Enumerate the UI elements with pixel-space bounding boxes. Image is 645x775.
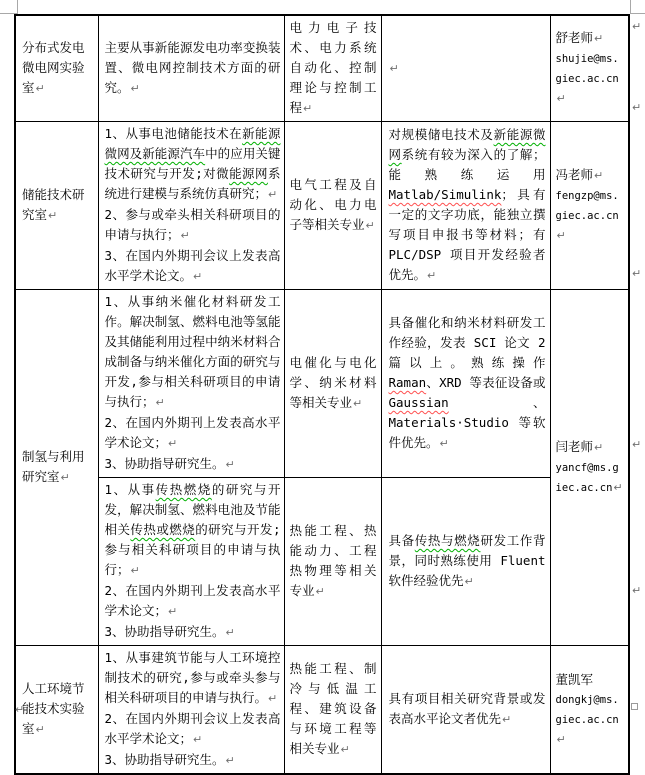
text-segment: 人工环境节能技术实验室 [22, 681, 85, 736]
duties-cell[interactable] [98, 122, 284, 290]
contact-name [556, 165, 625, 186]
contact-cell[interactable] [550, 290, 629, 646]
pilcrow-icon: ↵ [193, 270, 203, 283]
duty-paragraph [105, 454, 281, 475]
pilcrow-icon: ↵ [193, 733, 203, 746]
pilcrow-icon: ↵ [268, 188, 278, 201]
text-segment: 传热或燃烧 [130, 522, 196, 537]
text-segment: dongkj@ms.giec.ac.cn [555, 693, 619, 726]
text-segment: Gaussian [388, 395, 449, 410]
text-segment: ；具有一定的文字功底，能独立撰写项目申报书等材料；有 PLC/DSP 项目开发经验者优先。 [388, 187, 546, 282]
text-segment: shujie@ms.giec.ac.cn [555, 53, 619, 85]
text-segment: 系统进行建模与系统仿真研究； [104, 166, 281, 201]
major-cell[interactable] [284, 290, 381, 478]
requirement-paragraph [389, 313, 546, 454]
pilcrow-icon: ↵ [168, 437, 178, 450]
text-segment: 、Materials·Studio 等软件优先。 [388, 395, 546, 450]
text-segment: 1、从事 [104, 482, 156, 497]
row-end-mark-icon: ↵ [632, 438, 642, 451]
table-row [15, 122, 629, 290]
text-segment: 主要从事新能源发电功率变换装置、微电网控制技术方面的研究。 [104, 40, 281, 95]
text-segment: 1、从事建筑节能与人工环境控制技术的研究,参与或牵头参与相关科研项目的申请与执行。 [104, 650, 281, 705]
text-segment: 分布式发电微电网实验室 [22, 40, 85, 95]
pilcrow-icon: ↵ [556, 229, 566, 242]
requirement-paragraph [389, 125, 546, 286]
text-segment: Raman [388, 375, 427, 390]
other-requirements-cell[interactable] [381, 646, 550, 775]
contact-email [556, 690, 625, 750]
pilcrow-icon: ↵ [464, 575, 474, 588]
row-end-mark-icon: ↵ [632, 584, 642, 597]
text-segment: 传热燃烧 [155, 482, 212, 497]
text-segment: 3、在国内外期刊会议上发表高水平学术论文。 [104, 248, 281, 283]
duties-cell[interactable] [98, 15, 284, 122]
lab-name-cell[interactable] [15, 290, 98, 646]
major-text [290, 353, 377, 414]
duties-cell[interactable] [98, 646, 284, 775]
lab-name [22, 185, 93, 226]
text-segment: 3、协助指导研究生。 [104, 624, 225, 639]
requirement-paragraph [389, 531, 546, 592]
pilcrow-icon: ↵ [303, 102, 313, 115]
row-end-mark-icon: ↵ [632, 101, 642, 114]
pilcrow-icon: ↵ [594, 441, 604, 454]
major-text [290, 18, 377, 119]
pilcrow-icon: ↵ [365, 219, 375, 232]
text-segment: 具备催化和纳米材料研发工作经验，发表 SCI 论文 2 篇以上。熟练操作 [388, 315, 546, 370]
duty-paragraph [105, 246, 281, 287]
text-segment: 制氢与利用研究室 [22, 449, 85, 484]
text-segment: 电力电子技术、电力系统自动化、控制理论与控制工程 [289, 20, 377, 115]
document-table [14, 14, 630, 775]
pilcrow-icon: ↵ [225, 626, 235, 639]
pilcrow-icon: ↵ [60, 471, 70, 484]
text-segment: fengzp@ms.giec.ac.cn [555, 190, 619, 222]
crop-mark-top-right-vertical [630, 0, 631, 14]
pilcrow-icon: ↵ [594, 32, 604, 45]
pilcrow-icon: ↵ [340, 743, 350, 756]
table-row [15, 15, 629, 122]
major-text [290, 175, 377, 236]
text-segment: 的研究与开发，解决制氢、燃料电池及节能相关 [104, 482, 281, 537]
crop-mark-top-left-vertical [17, 0, 18, 14]
table-row [15, 290, 629, 478]
contact-cell[interactable] [550, 15, 629, 122]
empty-paragraph [389, 58, 546, 79]
pilcrow-icon: ↵ [439, 437, 449, 450]
pilcrow-icon: ↵ [556, 92, 566, 105]
text-segment: 中的应用关键技术研究与开发;对微 [104, 146, 281, 181]
lab-name [22, 38, 93, 99]
duty-paragraph [105, 38, 281, 99]
major-cell[interactable] [284, 478, 381, 646]
duty-paragraph [105, 581, 281, 622]
other-requirements-cell[interactable] [381, 478, 550, 646]
table-resize-handle[interactable] [631, 703, 638, 710]
text-segment: 3、协助指导研究生。 [104, 456, 225, 471]
pilcrow-icon: ↵ [427, 269, 437, 282]
table-row [15, 478, 629, 646]
pilcrow-icon: ↵ [556, 732, 566, 746]
contact-email [556, 49, 625, 109]
duty-paragraph [105, 480, 281, 581]
text-segment: 具备 [388, 533, 415, 548]
pilcrow-icon: ↵ [315, 585, 325, 598]
pilcrow-icon: ↵ [130, 82, 140, 95]
lab-name-cell[interactable] [15, 646, 98, 775]
major-cell[interactable] [284, 15, 381, 122]
pilcrow-icon: ↵ [15, 703, 25, 716]
pilcrow-icon: ↵ [35, 723, 45, 736]
text-segment: 闫老师 [555, 439, 594, 454]
lab-name-cell[interactable] [15, 122, 98, 290]
text-segment: 、XRD 等表征设备或 [426, 375, 546, 390]
text-segment: 系统有较为深入的了解；能熟练运用 [388, 147, 546, 182]
text-segment: 1、从事电池储能技术在 [104, 126, 243, 141]
major-text [290, 659, 377, 760]
text-segment: 电气工程及自动化、电力电子等相关专业 [289, 177, 377, 232]
pilcrow-icon: ↵ [48, 209, 58, 222]
text-segment: 冯老师 [555, 167, 594, 182]
text-segment: 1、从事纳米催化材料研发工作。解决制氢、燃料电池等氢能及其储能利用过程中纳米材料合成制备与纳米催化方面的研究与开发,参与相关科研项目的申请与执行； [104, 294, 281, 409]
text-segment: Matlab/Simulink [388, 187, 502, 202]
duties-cell[interactable] [98, 478, 284, 646]
duty-paragraph [105, 124, 281, 205]
text-segment: 舒老师 [555, 30, 594, 45]
pilcrow-icon: ↵ [225, 754, 235, 767]
duties-cell[interactable] [98, 290, 284, 478]
contact-name [556, 437, 625, 458]
pilcrow-icon: ↵ [155, 396, 165, 409]
text-segment: 新能源微网及新能源汽车 [104, 126, 281, 161]
text-segment: 的研究与开发;参与相关科研项目的申请与执行； [104, 522, 281, 577]
lab-name [22, 679, 93, 740]
other-requirements-cell[interactable] [381, 122, 550, 290]
pilcrow-icon: ↵ [594, 169, 604, 182]
pilcrow-icon: ↵ [168, 605, 178, 618]
text-segment: 2、在国内外期刊上发表高水平学术论文； [104, 583, 281, 618]
text-segment: 董凯军 [555, 671, 594, 687]
other-requirements-cell[interactable] [381, 15, 550, 122]
pilcrow-icon: ↵ [180, 229, 190, 242]
text-segment: 新能源微网 [388, 127, 546, 162]
pilcrow-icon: ↵ [613, 481, 623, 494]
row-end-mark-icon: ↵ [632, 20, 642, 33]
text-segment: 能源网 [229, 166, 268, 181]
text-segment: 热能工程、热能动力、工程热物理等相关专业 [289, 523, 377, 598]
pilcrow-icon: ↵ [225, 458, 235, 471]
text-segment: 3、协助指导研究生。 [104, 752, 225, 767]
contact-cell[interactable] [550, 122, 629, 290]
text-segment: 对规模储电技术及 [388, 127, 494, 142]
pilcrow-icon: ↵ [130, 564, 140, 577]
table-row [15, 646, 629, 775]
text-segment: 具有项目相关研究背景或发表高水平论文者优先 [388, 691, 546, 726]
duty-paragraph [105, 750, 281, 771]
row-end-mark-icon: ↵ [632, 267, 642, 280]
major-cell[interactable] [284, 646, 381, 775]
duty-paragraph [105, 292, 281, 413]
crop-mark-top-right-horizontal [630, 13, 645, 14]
text-segment: yancf@ms.giec.ac.cn [555, 462, 619, 494]
major-cell[interactable] [284, 122, 381, 290]
text-segment: 传热与燃烧 [414, 533, 481, 548]
lab-name-cell[interactable] [15, 15, 98, 122]
text-segment: 研发工作背景，同时熟练使用 Fluent 软件经验优先 [388, 533, 546, 588]
contact-name [556, 28, 625, 49]
text-segment: 热能工程、制冷与低温工程、建筑设备与环境工程等相关专业 [289, 661, 377, 756]
duty-paragraph [105, 413, 281, 454]
text-segment: 储能技术研究室 [22, 187, 85, 222]
text-segment: 2、参与或牵头相关科研项目的申请与执行； [104, 207, 281, 242]
duty-paragraph [105, 709, 281, 750]
other-requirements-cell[interactable] [381, 290, 550, 478]
pilcrow-icon: ↵ [389, 62, 399, 75]
major-text [290, 521, 377, 602]
duty-paragraph [105, 648, 281, 709]
text-segment: 2、在国内外期刊上发表高水平学术论文； [104, 415, 281, 450]
text-segment: 电催化与电化学、纳米材料等相关专业 [289, 355, 377, 410]
text-segment: 2、在国内外期刊会议上发表高水平学术论文； [104, 711, 281, 746]
pilcrow-icon: ↵ [268, 692, 278, 705]
contact-email [556, 186, 625, 246]
requirement-paragraph [389, 689, 546, 730]
pilcrow-icon: ↵ [35, 82, 45, 95]
pilcrow-icon: ↵ [353, 397, 363, 410]
contact-name [556, 670, 625, 690]
contact-cell[interactable] [550, 646, 629, 775]
pilcrow-icon: ↵ [502, 713, 512, 726]
lab-name [22, 447, 93, 488]
contact-email [556, 458, 625, 498]
duty-paragraph [105, 205, 281, 246]
duty-paragraph [105, 622, 281, 643]
